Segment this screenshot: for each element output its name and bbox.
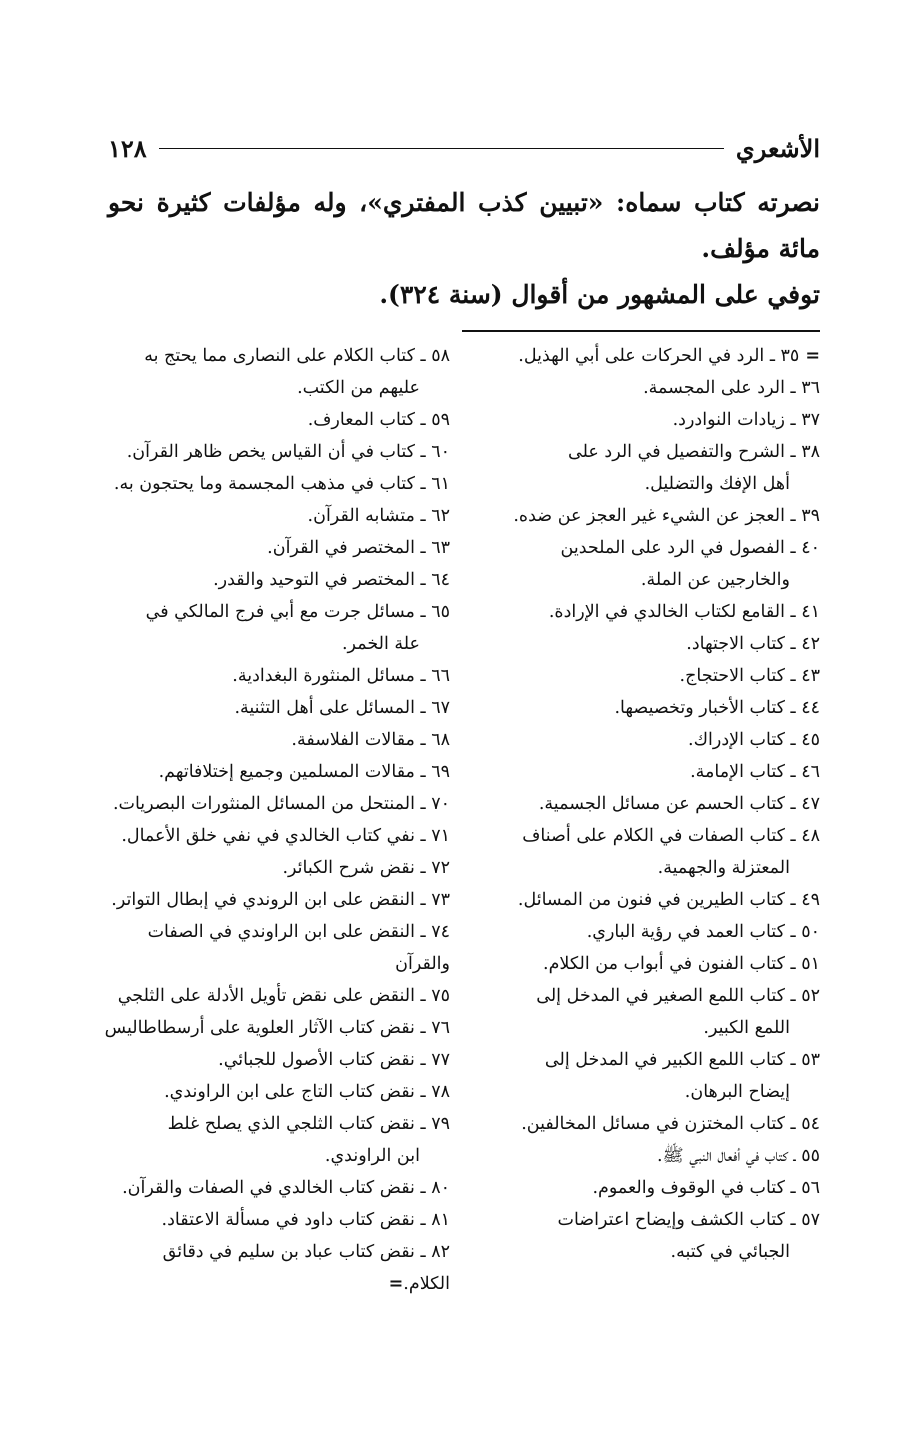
footnote-divider [462,330,820,332]
book-title-line: ٦٩ ـ مقالات المسلمين وجميع إختلافاتهم. [158,762,450,782]
book-title-line: ٧٢ ـ نقض شرح الكبائر. [282,858,450,878]
book-list-item [468,820,820,884]
book-title-line: ٣٦ ـ الرد على المجسمة. [643,378,820,398]
book-list-item [100,340,450,404]
book-list-item [100,788,450,820]
book-title-line: ٤٥ ـ كتاب الإدراك. [688,730,820,750]
book-list-item [100,980,450,1012]
book-title-line: ٤٦ ـ كتاب الإمامة. [690,762,820,782]
book-list-item [100,404,450,436]
book-title-line: ٤٠ ـ الفصول في الرد على الملحدين [560,538,820,558]
running-head-title: الأشعري [735,133,820,163]
book-list-item [468,1044,820,1108]
book-title-line: ٥٦ ـ كتاب في الوقوف والعموم. [592,1178,820,1198]
book-title-continuation: اللمع الكبير. [703,1018,790,1038]
intro-paragraph: نصرته كتاب سماه: «تبيين كذب المفتري»، وله مؤلفات كثيرة نحو مائة مؤلف. [108,188,820,263]
book-list-item [468,788,820,820]
book-list-left-column [100,340,450,1300]
book-title-line: ٧٤ ـ النقض على ابن الراوندي في الصفات والقرآن [147,922,450,974]
book-title-line: ٥٩ ـ كتاب المعارف. [307,410,450,430]
book-list-item [468,692,820,724]
book-title-line: ٥٠ ـ كتاب العمد في رؤية الباري. [586,922,820,942]
book-list-item [468,756,820,788]
book-list-item [100,756,450,788]
book-title-line: ٤٨ ـ كتاب الصفات في الكلام على أصناف [522,826,820,846]
page-number: ١٢٨ [108,133,147,163]
book-title-line: ٧٧ ـ نقض كتاب الأصول للجبائي. [218,1050,450,1070]
book-title-line: ٣٨ ـ الشرح والتفصيل في الرد على [568,442,820,462]
book-list-item [468,532,820,596]
book-title-line: ٤٤ ـ كتاب الأخبار وتخصيصها. [614,698,820,718]
book-list-item [468,948,820,980]
book-list-item [100,1172,450,1204]
continuation-marker: = [388,1274,404,1294]
book-title-continuation: ابن الراوندي. [324,1146,420,1166]
book-title-line: ٦٣ ـ المختصر في القرآن. [267,538,450,558]
book-list-item [100,1044,450,1076]
book-list-item [468,436,820,500]
book-title-line: ٧٨ ـ نقض كتاب التاج على ابن الراوندي. [164,1082,450,1102]
book-list-item [468,500,820,532]
book-title-line: ٤٢ ـ كتاب الاجتهاد. [686,634,820,654]
book-list-item [100,500,450,532]
book-list-item [100,820,450,852]
book-title-line: ٦٠ ـ كتاب في أن القياس يخص ظاهر القرآن. [126,442,450,462]
book-title-line: ٧٦ ـ نقض كتاب الآثار العلوية على أرسطاطاليس [104,1018,450,1038]
book-list-item [468,980,820,1044]
book-title-line: ٨١ ـ نقض كتاب داود في مسألة الاعتقاد. [161,1210,450,1230]
book-list-item [468,916,820,948]
book-title-line: ٦٤ ـ المختصر في التوحيد والقدر. [213,570,450,590]
book-list-item [100,596,450,660]
book-title-line: ٦٥ ـ مسائل جرت مع أبي فرج المالكي في [145,602,450,622]
book-list-item [100,724,450,756]
book-title-line: ٤١ ـ القامع لكتاب الخالدي في الإرادة. [548,602,820,622]
book-list-item [468,724,820,756]
book-list-item [100,436,450,468]
book-list-item [100,1236,450,1300]
book-list-item [468,1172,820,1204]
book-list-item [468,884,820,916]
book-title-line: ٦٢ ـ متشابه القرآن. [307,506,450,526]
book-title-line: ٨٠ ـ نقض كتاب الخالدي في الصفات والقرآن. [122,1178,450,1198]
book-title-line: ٦١ ـ كتاب في مذهب المجسمة وما يحتجون به. [113,474,450,494]
book-title-line: ٦٧ ـ المسائل على أهل التثنية. [234,698,450,718]
book-title-line: ٥٧ ـ كتاب الكشف وإيضاح اعتراضات [557,1210,820,1230]
book-title-line: ٧٩ ـ نقض كتاب الثلجي الذي يصلح غلط [167,1114,450,1134]
intro-text [108,180,820,318]
book-list-item [468,340,820,372]
book-title-line: ٤٣ ـ كتاب الاحتجاج. [679,666,820,686]
book-list-item [100,1204,450,1236]
book-list-item [468,404,820,436]
book-title-line: ٧٠ ـ المنتحل من المسائل المنثورات البصريات. [112,794,450,814]
book-title-line: ٨٢ ـ نقض كتاب عباد بن سليم في دقائق الكلام. [162,1242,450,1294]
book-title-line: ٥١ ـ كتاب الفنون في أبواب من الكلام. [543,954,820,974]
book-list-item [468,1108,820,1140]
book-list-item [468,1204,820,1268]
book-title-line: ٦٨ ـ مقالات الفلاسفة. [291,730,450,750]
book-title-line: ٧٣ ـ النقض على ابن الروندي في إبطال التواتر. [111,890,450,910]
death-note: توفي على المشهور من أقوال (سنة ٣٢٤). [379,280,820,309]
book-title-line: ٣٥ ـ الرد في الحركات على أبي الهذيل. [518,346,800,366]
book-title-line: ٣٩ ـ العجز عن الشيء غير العجز عن ضده. [513,506,820,526]
book-title-line: ٤٩ ـ كتاب الطيرين في فنون من المسائل. [517,890,820,910]
book-title-continuation: علة الخمر. [341,634,420,654]
book-title-continuation: والخارجين عن الملة. [640,570,790,590]
book-list-item [468,596,820,628]
book-list-right-column [468,340,820,1268]
book-list-item [100,1012,450,1044]
continuation-marker: = [805,346,820,366]
book-list-item [100,692,450,724]
book-title-line: ٧١ ـ نفي كتاب الخالدي في نفي خلق الأعمال. [121,826,450,846]
book-list-item [100,564,450,596]
book-title-line: ٦٦ ـ مسائل المنثورة البغدادية. [232,666,450,686]
running-head [108,128,820,168]
book-title-continuation: إيضاح البرهان. [684,1082,790,1102]
book-list-item [100,532,450,564]
book-list-item [468,660,820,692]
book-list-item [100,468,450,500]
book-list-item [100,852,450,884]
book-title-line: ٥٢ ـ كتاب اللمع الصغير في المدخل إلى [536,986,820,1006]
book-list-item [100,1108,450,1172]
book-title-line: ٥٨ ـ كتاب الكلام على النصارى مما يحتج به [144,346,450,366]
book-list-item [468,372,820,404]
book-title-line: ٥٣ ـ كتاب اللمع الكبير في المدخل إلى [544,1050,820,1070]
book-title-line: ٣٧ ـ زيادات النوادرد. [672,410,820,430]
book-list-item [100,1076,450,1108]
book-list-item [468,628,820,660]
book-list-item [100,660,450,692]
book-title-line: ٧٥ ـ النقض على نقض تأويل الأدلة على الثلجي [117,986,450,1006]
book-list-item [468,1140,820,1172]
book-list-item [100,916,450,980]
book-title-line: ٤٧ ـ كتاب الحسم عن مسائل الجسمية. [538,794,820,814]
book-title-continuation: عليهم من الكتب. [297,378,420,398]
book-title-continuation: المعتزلة والجهمية. [657,858,790,878]
book-list-item [100,884,450,916]
running-head-rule [159,148,724,149]
book-title-continuation: أهل الإفك والتضليل. [644,474,790,494]
book-title-line: ٥٤ ـ كتاب المختزن في مسائل المخالفين. [521,1114,820,1134]
book-title-continuation: الجبائي في كتبه. [670,1242,790,1262]
book-title-line: ٥٥ ـ كتاب في أفعال النبي ﷺ. [656,1146,820,1166]
